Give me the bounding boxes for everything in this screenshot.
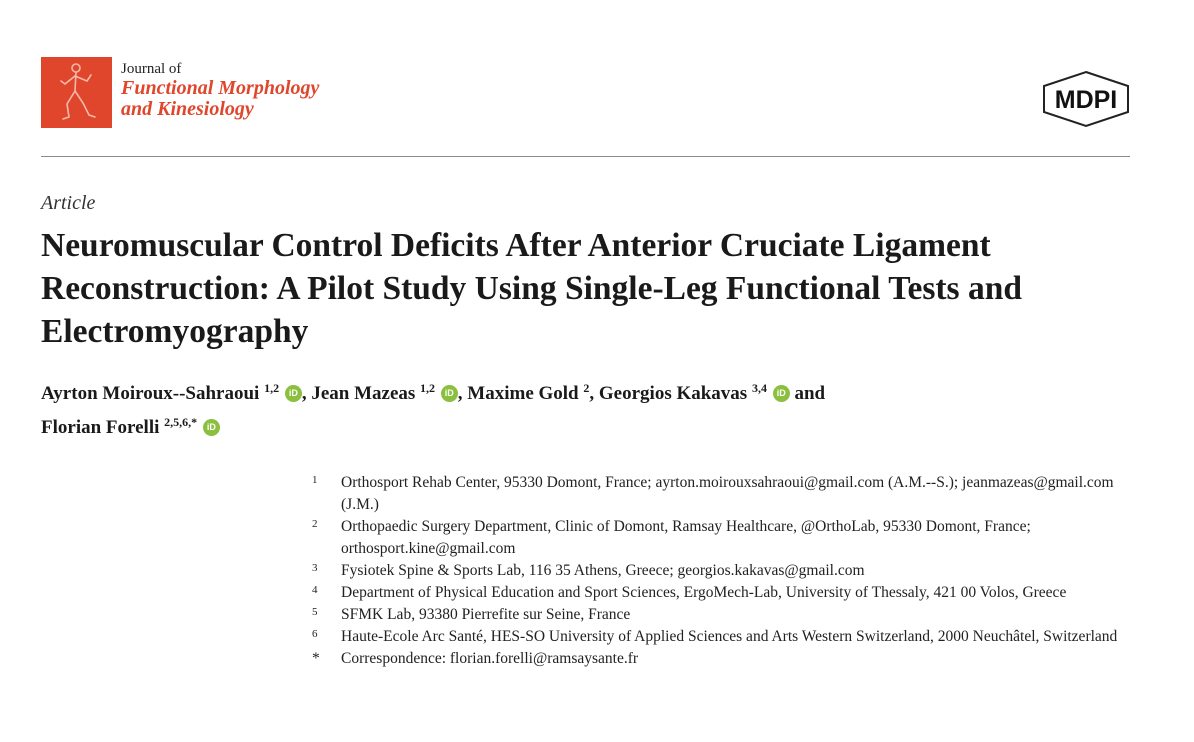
affiliation-number: 6 [312,628,318,640]
affiliation-text: Fysiotek Spine & Sports Lab, 116 35 Athens, Greece; georgios.kakavas@gmail.com [341,562,865,579]
affiliation-text: SFMK Lab, 93380 Pierrefite sur Seine, France [341,606,631,623]
affiliation-text: Haute-Ecole Arc Santé, HES-SO University of Applied Sciences and Arts Western Switzerland, 2000 Neuchâtel, Switzerland [341,628,1118,645]
author-affiliation-sup: 1,2 [420,381,436,395]
author-list [41,374,1141,442]
article-title: Neuromuscular Control Deficits After Anterior Cruciate Ligament Reconstruction: A Pilot Study Using Single-Leg Functional Tests and Electromyography [41,227,1022,350]
journal-name-line1: Functional Morphology [121,77,320,99]
journal-name-line2: and Kinesiology [121,98,254,120]
affiliation-text: Orthopaedic Surgery Department, Clinic of Domont, Ramsay Healthcare, @OrthoLab, 95330 Domont, France; orthosport.kine@gmail.com [341,518,1031,557]
orcid-icon[interactable]: iD [441,385,458,402]
affiliation-list [312,472,1152,670]
orcid-icon[interactable]: iD [203,419,220,436]
author-separator: and [789,383,826,404]
mdpi-logo [1040,70,1132,128]
correspondence-text: Correspondence: florian.forelli@ramsaysante.fr [341,650,639,667]
article-type: Article [41,192,96,214]
author-separator: , [589,383,599,404]
author-affiliation-sup: 2 [583,381,590,395]
affiliation-item [312,560,1152,582]
affiliation-number: 4 [312,584,318,596]
author-name: Maxime Gold [467,383,579,404]
author-separator: , [301,383,312,404]
journal-name [121,78,319,120]
journal-of-label: Journal of [121,61,182,77]
author-name: Georgios Kakavas [598,383,748,404]
affiliation-item [312,626,1152,648]
author-affiliation-sup: 2,5,6,* [164,415,198,429]
affiliation-item [312,516,1152,560]
affiliation-item [312,472,1152,516]
author-affiliation-sup: 3,4 [751,381,767,395]
mdpi-label: MDPI [1054,86,1118,114]
author-name: Jean Mazeas [311,383,416,404]
author-name: Florian Forelli [41,417,160,438]
author-affiliation-sup: 1,2 [264,381,280,395]
affiliation-number: 3 [312,562,318,574]
header-divider [41,156,1130,157]
author-separator: , [457,383,468,404]
runner-figure-icon [41,57,112,128]
affiliation-number: 2 [312,518,318,530]
affiliation-item [312,582,1152,604]
journal-logo [41,57,112,128]
affiliation-number: 5 [312,606,318,618]
correspondence-marker: * [312,650,320,667]
correspondence-item [312,648,1152,670]
affiliation-item [312,604,1152,626]
orcid-icon[interactable]: iD [285,385,302,402]
orcid-icon[interactable]: iD [773,385,790,402]
affiliation-text: Orthosport Rehab Center, 95330 Domont, France; ayrton.moirouxsahraoui@gmail.com (A.M.--S.); jeanmazeas@gmail.com (J.M.) [341,474,1114,513]
author-name: Ayrton Moiroux--Sahraoui [41,383,260,404]
affiliation-number: 1 [312,474,318,486]
affiliation-text: Department of Physical Education and Sport Sciences, ErgoMech-Lab, University of Thessaly, 421 00 Volos, Greece [341,584,1067,601]
